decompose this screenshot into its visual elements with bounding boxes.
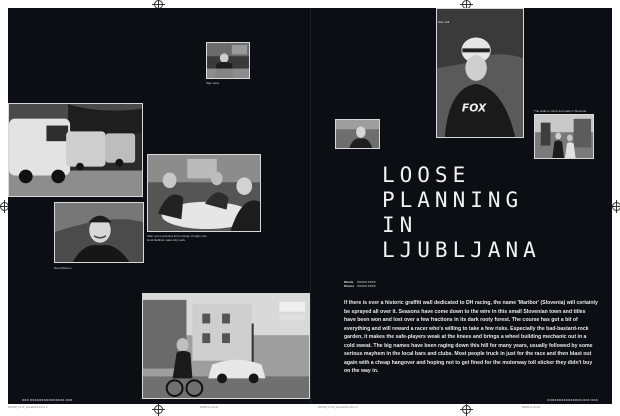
title-line-2: PLANNING — [382, 188, 524, 212]
photo-smiling-rider — [54, 202, 144, 263]
photo-rider-helmet — [436, 8, 524, 138]
folio-left: XXX XXXXXXXXXXXXXXX.XXX — [22, 398, 73, 402]
article-body: If there is ever a historic graffiti wall dedicated to DH racing, the name 'Maribor' (Slovenia) will certainly be sprayed all over it. Seasons have come down to the wire in this small Slovenian town and titles have been won and lost over a few fractions in its dark rooty forest. The course has got a bit of everything and will reward a racer who's willing to take a few risks. Especially the bad-bastard-rock garden, it makes the safe-players weak at the knees and brings a wheel building mechanic out in a cold sweat. The big names have been raging down this hill for many years, usually followed by some serious mayhem in the local bars and clubs. Most people truck in just for the race and then blast out again with a cheap hangover and hoping not to get fined for the motorway toll sticker they didn't buy on the way in. — [344, 300, 598, 374]
page-gutter — [310, 8, 311, 404]
caption-smiling-rider: Dan Atherton — [54, 266, 72, 270]
photo-climbing-walls — [534, 114, 594, 159]
title-line-1: LOOSE — [382, 163, 471, 187]
caption-sign-here: Sign Here — [206, 81, 220, 85]
credit-value: XXXXX XXXX — [356, 280, 376, 284]
article-credits — [344, 280, 376, 288]
folio-right: XXXXXXXXXXXXXXX.XXX XXX — [547, 398, 598, 402]
photo-parked-vans — [8, 103, 143, 197]
caption-cafe-table: After some pointing and cursing of maps, the local Rabbits make tidy work. — [147, 234, 207, 242]
registration-mark — [154, 405, 163, 414]
slug-mid-right: ###-###_P1 P2_SlovakiaHill.indd 1 # — [318, 406, 358, 409]
photo-small-portrait — [335, 119, 380, 149]
article-title — [382, 163, 541, 263]
slug-right: ###/## 11:42 AM — [522, 406, 540, 409]
slug-left: ###-###_P1 P2_SlovakiaHill.indd 1 # — [8, 406, 48, 409]
photo-cafe-table — [147, 154, 261, 232]
title-line-4: LJUBLJANA — [382, 238, 541, 262]
registration-mark — [612, 202, 620, 211]
registration-mark — [462, 405, 471, 414]
slug-mid: ###/## 11:42 AM — [200, 406, 218, 409]
jersey-logo: FOX — [461, 101, 487, 115]
photo-street-rider — [142, 293, 310, 399]
title-line-3: IN — [382, 213, 418, 237]
caption-rider-helmet: Sam Hill — [438, 20, 450, 24]
credit-value: XXXXX XXXX — [356, 284, 376, 288]
caption-climbing-walls: The walls to climb and walk in Slovenia. — [534, 109, 587, 113]
magazine-spread — [8, 8, 612, 404]
credit-label: Photos — [344, 284, 355, 288]
credit-label: Words — [344, 280, 354, 284]
photo-sign-here — [206, 42, 250, 79]
